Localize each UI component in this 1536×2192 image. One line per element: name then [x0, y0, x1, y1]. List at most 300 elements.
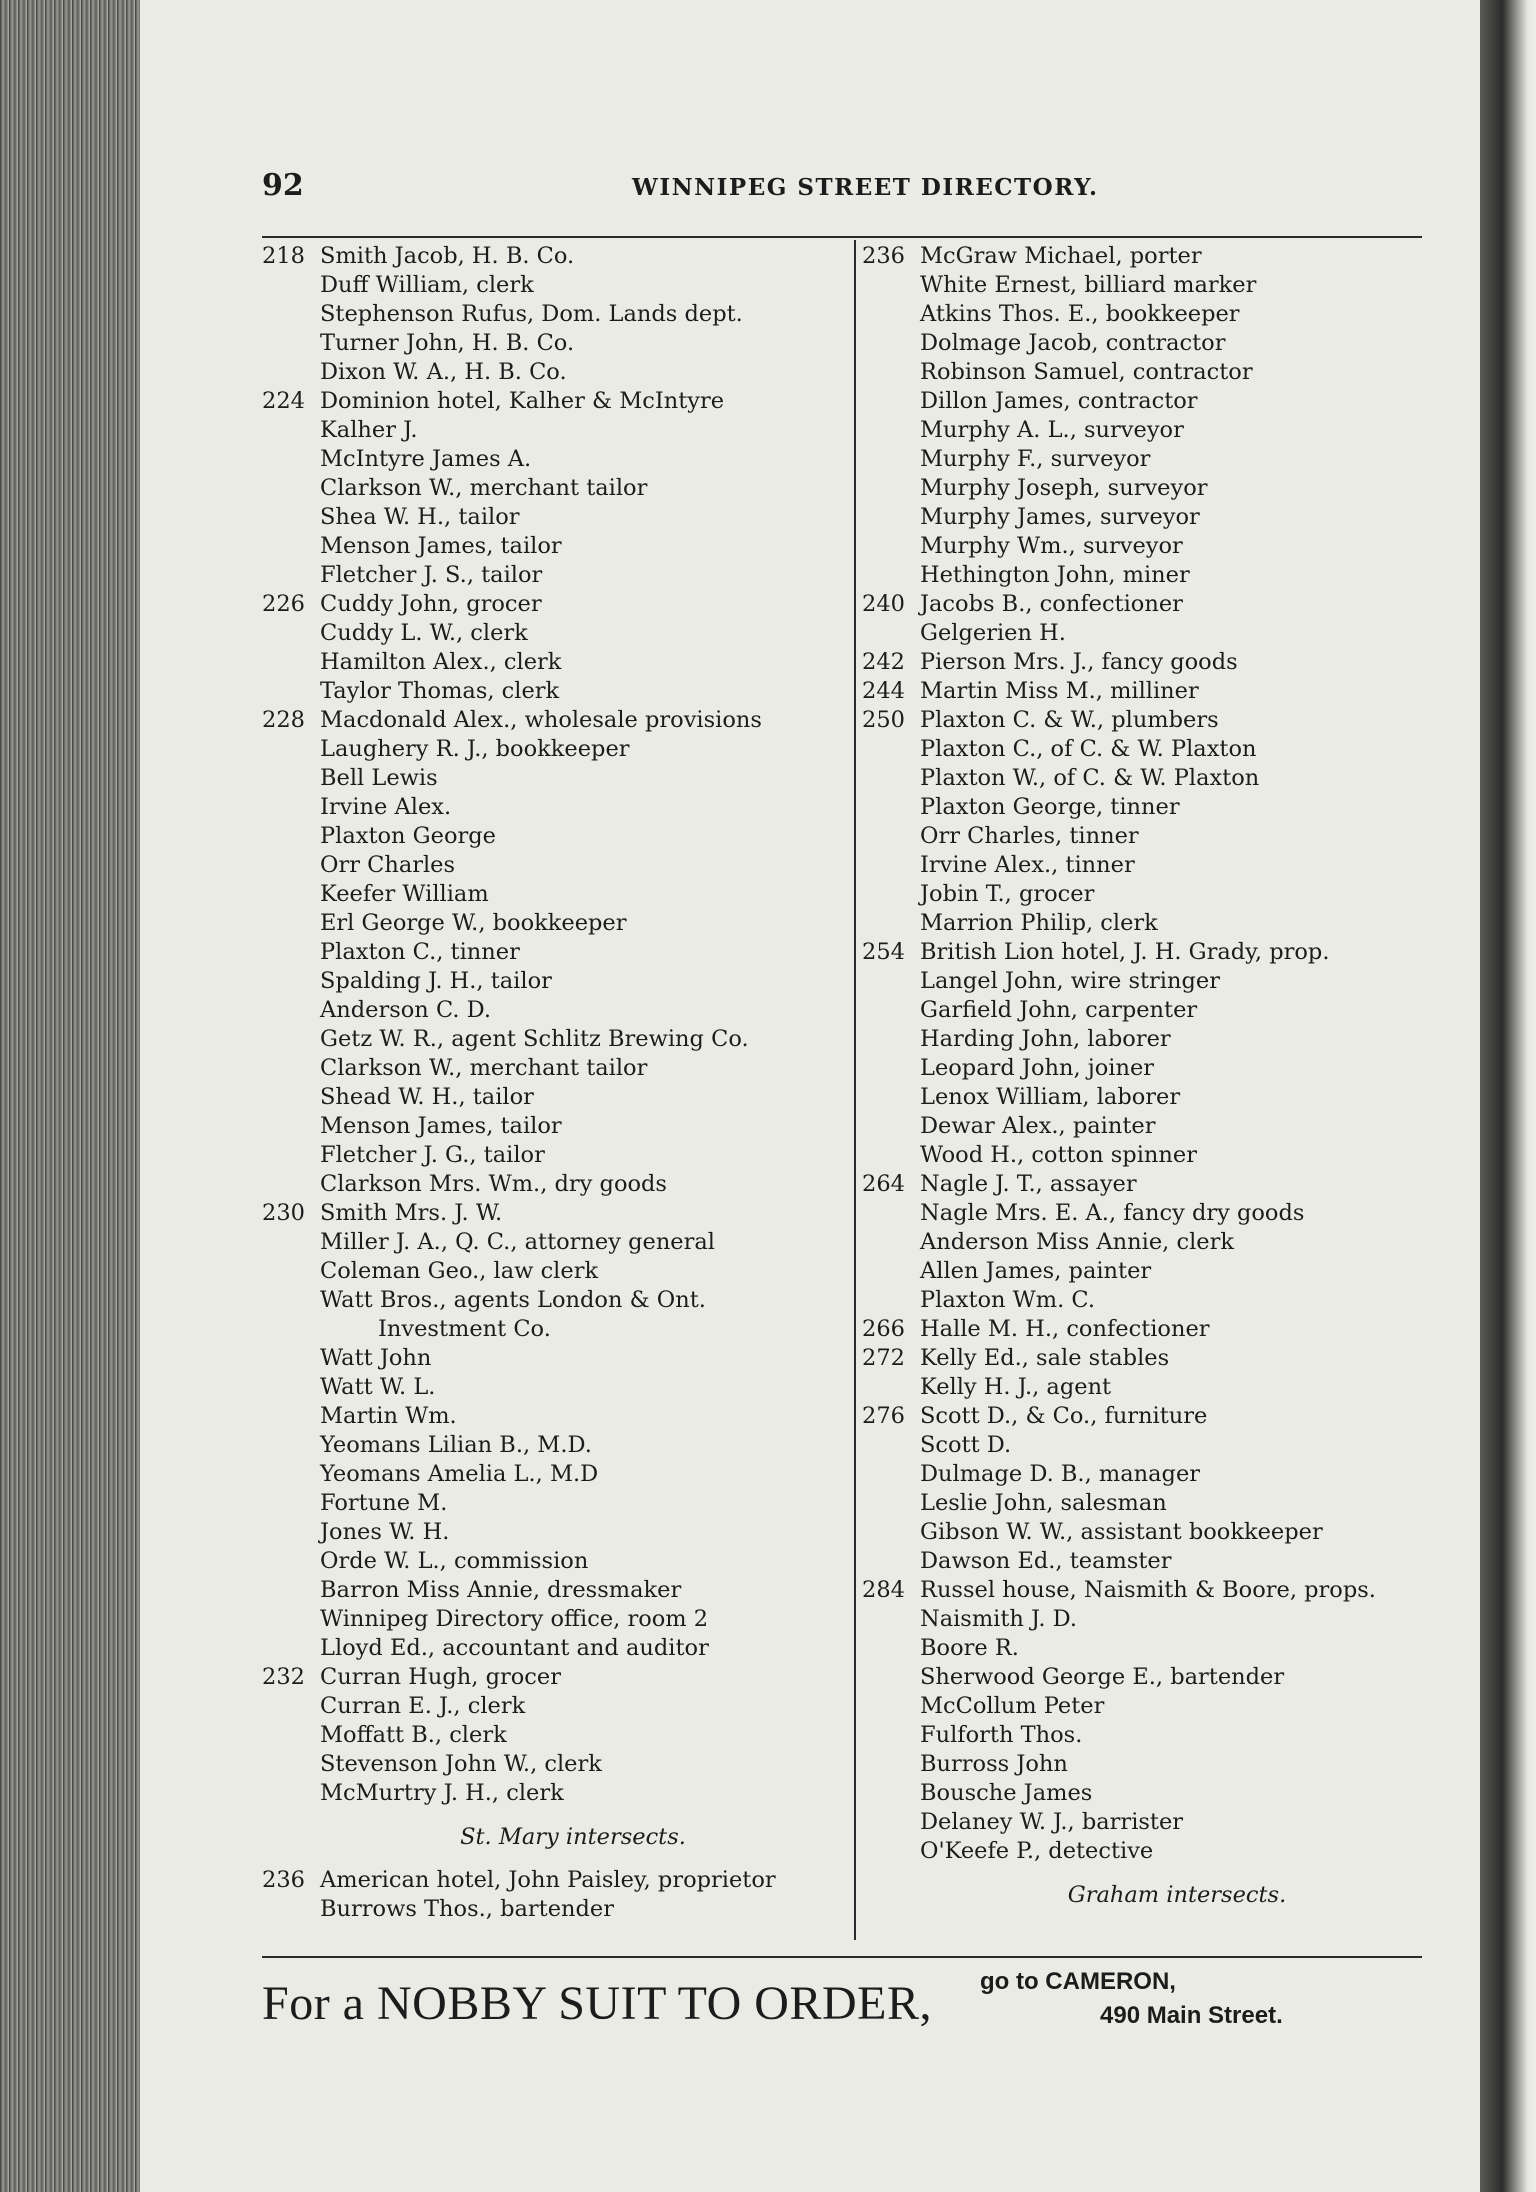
- directory-entry: [862, 1779, 1452, 1808]
- directory-entry: [862, 416, 1452, 445]
- street-number: [862, 300, 920, 329]
- entry-text: Anderson Miss Annie, clerk: [920, 1229, 1234, 1255]
- directory-entry: [262, 1721, 844, 1750]
- entry-text: Watt W. L.: [320, 1374, 436, 1400]
- entry-text: Barron Miss Annie, dressmaker: [320, 1577, 682, 1603]
- entry-text: Turner John, H. B. Co.: [320, 330, 575, 356]
- street-number: [862, 764, 920, 793]
- street-number: [862, 619, 920, 648]
- entry-text: White Ernest, billiard marker: [920, 272, 1257, 298]
- directory-entry: [862, 1315, 1452, 1344]
- directory-entry: [262, 590, 844, 619]
- street-number: [262, 271, 320, 300]
- entry-text: Kelly H. J., agent: [920, 1374, 1112, 1400]
- directory-entry: [862, 1431, 1452, 1460]
- directory-entry: [262, 1199, 844, 1228]
- left-entries: [262, 242, 844, 1808]
- street-number: [862, 1199, 920, 1228]
- entry-text: Clarkson W., merchant tailor: [320, 1055, 648, 1081]
- directory-entry: [262, 300, 844, 329]
- street-number: [862, 1518, 920, 1547]
- street-number: [262, 1576, 320, 1605]
- street-number: [262, 1750, 320, 1779]
- street-number: [862, 561, 920, 590]
- entry-text: Lloyd Ed., accountant and auditor: [320, 1635, 709, 1661]
- entry-text: Jacobs B., confectioner: [920, 591, 1183, 617]
- entry-text: Hamilton Alex., clerk: [320, 649, 562, 675]
- street-number: [862, 503, 920, 532]
- entry-text: Cuddy L. W., clerk: [320, 620, 528, 646]
- right-entries: [862, 242, 1452, 1866]
- footer-rule: [262, 1956, 1422, 1958]
- entry-text: Plaxton C., of C. & W. Plaxton: [920, 736, 1257, 762]
- directory-entry: [862, 822, 1452, 851]
- header-rule: [262, 236, 1422, 238]
- directory-entry: [262, 822, 844, 851]
- directory-entry: [262, 271, 844, 300]
- entry-text: Fulforth Thos.: [920, 1722, 1083, 1748]
- directory-entry: [862, 1025, 1452, 1054]
- directory-entry: [862, 735, 1452, 764]
- entry-text: Menson James, tailor: [320, 1113, 562, 1139]
- directory-entry: [862, 880, 1452, 909]
- entry-text: Jobin T., grocer: [920, 881, 1095, 907]
- directory-entry: [262, 967, 844, 996]
- directory-entry: [862, 503, 1452, 532]
- directory-entry: [862, 909, 1452, 938]
- street-number: [262, 793, 320, 822]
- entry-text: Spalding J. H., tailor: [320, 968, 552, 994]
- directory-entry: [262, 1634, 844, 1663]
- entry-text: Plaxton W., of C. & W. Plaxton: [920, 765, 1260, 791]
- directory-entry: [862, 1808, 1452, 1837]
- street-number: [262, 1083, 320, 1112]
- column-divider: [854, 240, 856, 1940]
- street-number: [262, 1518, 320, 1547]
- left-column: [262, 242, 844, 1924]
- directory-entry: [862, 793, 1452, 822]
- ad-headline: For a NOBBY SUIT TO ORDER,: [262, 1977, 932, 2030]
- entry-text: British Lion hotel, J. H. Grady, prop.: [920, 939, 1330, 965]
- directory-entry: [262, 1576, 844, 1605]
- street-number: [862, 1228, 920, 1257]
- street-number: [862, 1141, 920, 1170]
- street-number: [262, 1228, 320, 1257]
- street-number: [862, 445, 920, 474]
- entry-text: Fletcher J. S., tailor: [320, 562, 543, 588]
- street-number: 218: [262, 243, 305, 269]
- directory-entry: [862, 358, 1452, 387]
- street-number: 226: [262, 591, 305, 617]
- street-number: 264: [862, 1171, 905, 1197]
- street-number: [262, 1489, 320, 1518]
- directory-entry: [262, 1228, 844, 1257]
- entry-text: Macdonald Alex., wholesale provisions: [320, 707, 762, 733]
- directory-entry: [862, 329, 1452, 358]
- entry-text: American hotel, John Paisley, proprietor: [320, 1867, 776, 1893]
- directory-entry: [862, 1576, 1452, 1605]
- entry-text: Murphy Wm., surveyor: [920, 533, 1183, 559]
- directory-entry: [862, 271, 1452, 300]
- entry-text: Smith Mrs. J. W.: [320, 1200, 503, 1226]
- entry-text: Murphy A. L., surveyor: [920, 417, 1184, 443]
- entry-text: Fletcher J. G., tailor: [320, 1142, 545, 1168]
- directory-entry: [862, 706, 1452, 735]
- entry-text: Bell Lewis: [320, 765, 438, 791]
- advertisement: [262, 1968, 1462, 2058]
- directory-entry: [262, 561, 844, 590]
- directory-entry: [862, 1054, 1452, 1083]
- directory-entry: [262, 938, 844, 967]
- street-number: [262, 1141, 320, 1170]
- street-number: 254: [862, 939, 905, 965]
- street-number: 232: [262, 1664, 305, 1690]
- ad-address: 490 Main Street.: [1100, 2002, 1283, 2029]
- entry-text: Burrows Thos., bartender: [320, 1896, 614, 1922]
- street-number: 244: [862, 678, 905, 704]
- entry-text: Lenox William, laborer: [920, 1084, 1181, 1110]
- entry-text: Anderson C. D.: [320, 997, 492, 1023]
- directory-entry: [262, 1373, 844, 1402]
- street-number: [262, 329, 320, 358]
- entry-text: Plaxton C., tinner: [320, 939, 520, 965]
- directory-entry: [862, 1112, 1452, 1141]
- entry-text: Atkins Thos. E., bookkeeper: [920, 301, 1240, 327]
- directory-entry: [862, 1518, 1452, 1547]
- entry-text: Delaney W. J., barrister: [920, 1809, 1184, 1835]
- directory-entry: [262, 1895, 844, 1924]
- right-column: [862, 242, 1452, 1924]
- running-title: WINNIPEG STREET DIRECTORY.: [632, 174, 1099, 201]
- directory-entry: [262, 1170, 844, 1199]
- entry-text: Naismith J. D.: [920, 1606, 1078, 1632]
- directory-entry: [262, 1663, 844, 1692]
- street-number: [262, 503, 320, 532]
- entry-text: Bousche James: [920, 1780, 1093, 1806]
- street-number: [862, 967, 920, 996]
- street-number: [862, 1373, 920, 1402]
- street-number: [262, 416, 320, 445]
- directory-entry: [862, 590, 1452, 619]
- directory-entry: [862, 1460, 1452, 1489]
- section-graham: Graham intersects.: [1067, 1882, 1287, 1908]
- street-number: [262, 880, 320, 909]
- street-number: 266: [862, 1316, 905, 1342]
- directory-entry: [862, 1228, 1452, 1257]
- directory-entry: [862, 1721, 1452, 1750]
- entry-text: Clarkson Mrs. Wm., dry goods: [320, 1171, 667, 1197]
- entry-text: McIntyre James A.: [320, 446, 532, 472]
- entry-text: Murphy James, surveyor: [920, 504, 1200, 530]
- entry-text: Hethington John, miner: [920, 562, 1190, 588]
- street-number: 228: [262, 707, 305, 733]
- directory-entry: [262, 648, 844, 677]
- directory-entry: [262, 706, 844, 735]
- book-right-edge: [1480, 0, 1536, 2192]
- directory-entry: [262, 1286, 844, 1315]
- directory-entry: [262, 909, 844, 938]
- entry-text: Moffatt B., clerk: [320, 1722, 507, 1748]
- street-number: [862, 1025, 920, 1054]
- street-number: [862, 1489, 920, 1518]
- entry-text: Cuddy John, grocer: [320, 591, 542, 617]
- directory-entry: [862, 242, 1452, 271]
- entry-text: Kelly Ed., sale stables: [920, 1345, 1170, 1371]
- directory-entry: [262, 1547, 844, 1576]
- street-number: [862, 1054, 920, 1083]
- entry-text: Russel house, Naismith & Boore, props.: [920, 1577, 1376, 1603]
- directory-entry: [262, 793, 844, 822]
- directory-entry: [262, 329, 844, 358]
- street-number: [862, 996, 920, 1025]
- directory-entry: [262, 851, 844, 880]
- directory-entry: [262, 503, 844, 532]
- entry-text: Smith Jacob, H. B. Co.: [320, 243, 575, 269]
- entry-text: Scott D., & Co., furniture: [920, 1403, 1208, 1429]
- entry-text: Scott D.: [920, 1432, 1012, 1458]
- entry-text: Dewar Alex., painter: [920, 1113, 1156, 1139]
- entry-text: Dawson Ed., teamster: [920, 1548, 1172, 1574]
- directory-entry: [862, 1286, 1452, 1315]
- entry-text: Yeomans Lilian B., M.D.: [320, 1432, 592, 1458]
- directory-entry: [862, 1170, 1452, 1199]
- page-number: 92: [262, 168, 304, 203]
- entry-text: Orr Charles, tinner: [920, 823, 1139, 849]
- entry-text: McCollum Peter: [920, 1693, 1105, 1719]
- directory-entry: [862, 1547, 1452, 1576]
- directory-entry: [862, 996, 1452, 1025]
- street-number: [262, 1721, 320, 1750]
- street-number: [862, 1750, 920, 1779]
- directory-entry: [862, 1837, 1452, 1866]
- street-number: [262, 1605, 320, 1634]
- entry-text: Kalher J.: [320, 417, 418, 443]
- directory-entry: [262, 1054, 844, 1083]
- street-number: [862, 880, 920, 909]
- directory-entry: [862, 1344, 1452, 1373]
- entry-text: Wood H., cotton spinner: [920, 1142, 1197, 1168]
- entry-text: Taylor Thomas, clerk: [320, 678, 560, 704]
- street-number: [262, 358, 320, 387]
- directory-entry: [262, 358, 844, 387]
- directory-entry: [262, 445, 844, 474]
- entry-text: Plaxton C. & W., plumbers: [920, 707, 1219, 733]
- street-number: [862, 358, 920, 387]
- street-number: [862, 1112, 920, 1141]
- entry-text: Langel John, wire stringer: [920, 968, 1220, 994]
- street-number: [262, 1460, 320, 1489]
- entry-text: Investment Co.: [378, 1316, 551, 1342]
- street-number: [262, 1025, 320, 1054]
- street-number: [262, 619, 320, 648]
- street-number: [862, 851, 920, 880]
- book-page-edges: [0, 0, 150, 2192]
- entry-text: Plaxton George: [320, 823, 496, 849]
- street-number: [262, 1112, 320, 1141]
- directory-entry: [862, 764, 1452, 793]
- directory-entry: [262, 1489, 844, 1518]
- street-number: 236: [262, 1867, 305, 1893]
- street-number: [262, 1315, 320, 1344]
- directory-entry: [262, 1257, 844, 1286]
- directory-entry: [262, 1344, 844, 1373]
- directory-entry: [262, 242, 844, 271]
- entry-text: Watt John: [320, 1345, 432, 1371]
- street-number: [262, 677, 320, 706]
- directory-entry: [262, 1112, 844, 1141]
- entry-text: Jones W. H.: [320, 1519, 450, 1545]
- directory-entry: [262, 1431, 844, 1460]
- directory-entry: [262, 1141, 844, 1170]
- street-number: 250: [862, 707, 905, 733]
- street-number: [262, 967, 320, 996]
- street-number: [262, 909, 320, 938]
- directory-entry: [862, 619, 1452, 648]
- entry-text: Nagle Mrs. E. A., fancy dry goods: [920, 1200, 1305, 1226]
- directory-entry: [262, 1779, 844, 1808]
- entry-text: Dillon James, contractor: [920, 388, 1198, 414]
- street-number: [262, 735, 320, 764]
- directory-entry: [862, 445, 1452, 474]
- entry-text: Nagle J. T., assayer: [920, 1171, 1137, 1197]
- street-number: 236: [862, 243, 905, 269]
- entry-text: Dominion hotel, Kalher & McIntyre: [320, 388, 725, 414]
- street-number: [862, 329, 920, 358]
- page-header: [262, 168, 1422, 208]
- entry-text: Keefer William: [320, 881, 489, 907]
- entry-text: Laughery R. J., bookkeeper: [320, 736, 630, 762]
- street-number: [262, 1692, 320, 1721]
- directory-entry: [862, 1373, 1452, 1402]
- entry-text: Leslie John, salesman: [920, 1490, 1167, 1516]
- directory-entry: [262, 474, 844, 503]
- street-number: [262, 1257, 320, 1286]
- street-number: [862, 1083, 920, 1112]
- left-entries-after: [262, 1866, 844, 1924]
- entry-text: Martin Miss M., milliner: [920, 678, 1199, 704]
- directory-entry: [262, 1605, 844, 1634]
- directory-entry: [262, 1083, 844, 1112]
- directory-entry: [862, 1605, 1452, 1634]
- street-number: [862, 822, 920, 851]
- directory-entry: [862, 851, 1452, 880]
- directory-entry: [862, 1663, 1452, 1692]
- street-number: [862, 532, 920, 561]
- directory-entry: [262, 416, 844, 445]
- street-number: [862, 1634, 920, 1663]
- entry-text: Miller J. A., Q. C., attorney general: [320, 1229, 715, 1255]
- entry-text: Duff William, clerk: [320, 272, 534, 298]
- directory-entry: [862, 1489, 1452, 1518]
- entry-text: Winnipeg Directory office, room 2: [320, 1606, 709, 1632]
- entry-text: Martin Wm.: [320, 1403, 457, 1429]
- street-number: 284: [862, 1577, 905, 1603]
- entry-text: Garfield John, carpenter: [920, 997, 1198, 1023]
- street-number: [862, 416, 920, 445]
- entry-text: Halle M. H., confectioner: [920, 1316, 1210, 1342]
- directory-entry: [862, 1083, 1452, 1112]
- directory-entry: [862, 1402, 1452, 1431]
- entry-text: Shea W. H., tailor: [320, 504, 520, 530]
- directory-entry: [262, 1460, 844, 1489]
- street-number: [262, 1054, 320, 1083]
- street-number: [862, 1605, 920, 1634]
- entry-text: Dolmage Jacob, contractor: [920, 330, 1226, 356]
- street-number: [262, 1779, 320, 1808]
- directory-entry: [262, 1518, 844, 1547]
- directory-entry: [862, 1634, 1452, 1663]
- entry-text: Stevenson John W., clerk: [320, 1751, 602, 1777]
- section-st-mary: St. Mary intersects.: [460, 1824, 686, 1850]
- street-number: [262, 1634, 320, 1663]
- directory-entry: [262, 996, 844, 1025]
- street-number: 240: [862, 591, 905, 617]
- directory-entry: [262, 764, 844, 793]
- street-number: [262, 561, 320, 590]
- directory-entry: [262, 735, 844, 764]
- directory-entry: [262, 677, 844, 706]
- street-number: [862, 1431, 920, 1460]
- directory-entry: [862, 1692, 1452, 1721]
- street-number: [262, 996, 320, 1025]
- street-number: 276: [862, 1403, 905, 1429]
- directory-entry: [862, 648, 1452, 677]
- entry-text: Irvine Alex., tinner: [920, 852, 1135, 878]
- street-number: [262, 1170, 320, 1199]
- entry-text: Murphy F., surveyor: [920, 446, 1151, 472]
- entry-text: Sherwood George E., bartender: [920, 1664, 1285, 1690]
- entry-text: Plaxton George, tinner: [920, 794, 1180, 820]
- street-number: [862, 1721, 920, 1750]
- directory-entry: [862, 532, 1452, 561]
- directory-entry: [262, 1315, 844, 1344]
- entry-text: Burross John: [920, 1751, 1068, 1777]
- ad-goto: go to CAMERON,: [980, 1968, 1176, 1995]
- street-number: [262, 300, 320, 329]
- entry-text: Dulmage D. B., manager: [920, 1461, 1201, 1487]
- street-number: [862, 474, 920, 503]
- street-number: [262, 445, 320, 474]
- entry-text: Curran E. J., clerk: [320, 1693, 526, 1719]
- entry-text: Pierson Mrs. J., fancy goods: [920, 649, 1238, 675]
- directory-entry: [862, 1199, 1452, 1228]
- street-number: [262, 822, 320, 851]
- entry-text: Dixon W. A., H. B. Co.: [320, 359, 567, 385]
- street-number: [262, 532, 320, 561]
- street-number: [862, 735, 920, 764]
- entry-text: Allen James, painter: [920, 1258, 1152, 1284]
- directory-entry: [862, 561, 1452, 590]
- street-number: [862, 1808, 920, 1837]
- street-number: [862, 1779, 920, 1808]
- entry-text: Marrion Philip, clerk: [920, 910, 1158, 936]
- street-number: [262, 1373, 320, 1402]
- entry-text: Stephenson Rufus, Dom. Lands dept.: [320, 301, 743, 327]
- entry-text: Erl George W., bookkeeper: [320, 910, 627, 936]
- directory-entry: [862, 1257, 1452, 1286]
- street-number: [262, 1547, 320, 1576]
- entry-text: Yeomans Amelia L., M.D: [320, 1461, 599, 1487]
- entry-text: Shead W. H., tailor: [320, 1084, 534, 1110]
- entry-text: Robinson Samuel, contractor: [920, 359, 1253, 385]
- street-number: 242: [862, 649, 905, 675]
- entry-text: Coleman Geo., law clerk: [320, 1258, 599, 1284]
- street-number: [862, 909, 920, 938]
- street-number: [862, 387, 920, 416]
- street-number: [862, 271, 920, 300]
- entry-text: Irvine Alex.: [320, 794, 452, 820]
- street-number: [262, 1344, 320, 1373]
